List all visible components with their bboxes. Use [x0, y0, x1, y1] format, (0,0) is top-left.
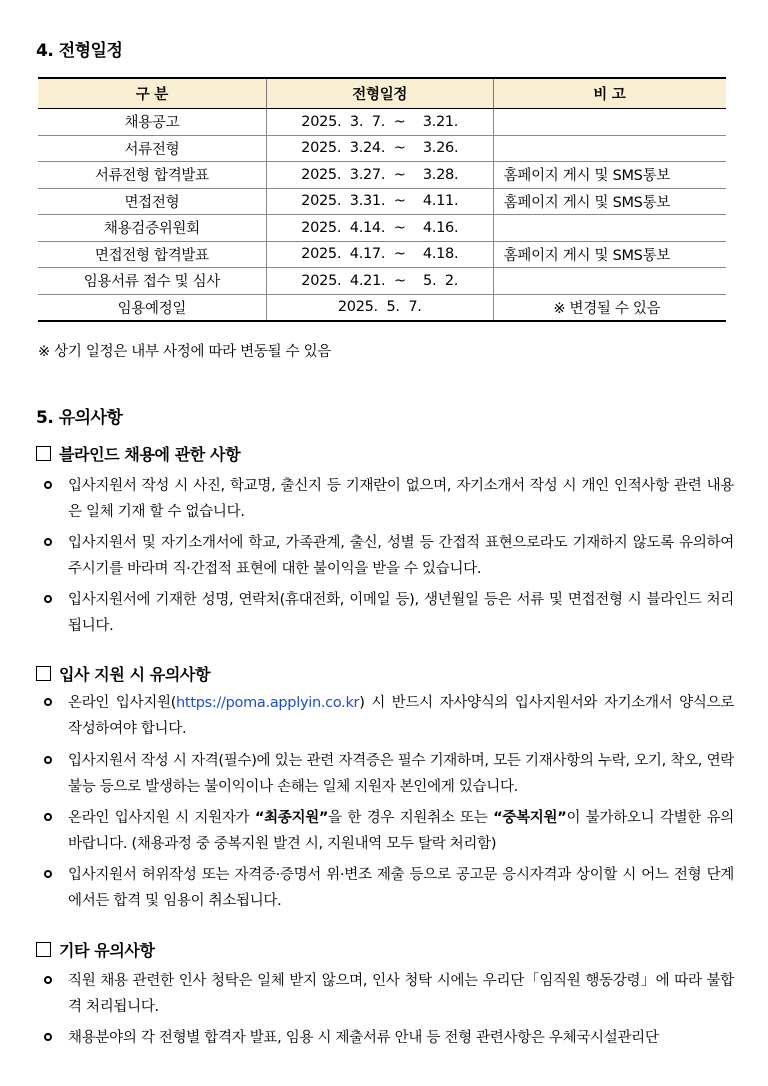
list-item: [44, 690, 734, 742]
circle-bullet-icon: [44, 698, 52, 706]
row-note: [493, 215, 726, 242]
subsection-other-title: [36, 938, 155, 961]
text-span: 을 한 경우 지원취소 또는: [328, 810, 494, 826]
subsection-label: 블라인드 채용에 관한 사항: [59, 445, 241, 464]
apply-site-link[interactable]: https://poma.applyin.co.kr: [176, 695, 360, 711]
list-item-text: 직원 채용 관련한 인사 청탁은 일체 받지 않으며, 인사 청탁 시에는 우리단「임직원 행동강령」에 따라 불합격 처리됩니다.: [68, 973, 734, 1015]
section-4-title: 4. 전형일정: [36, 41, 123, 61]
text-span: 온라인 입사지원 시 지원자가: [68, 810, 255, 826]
list-item: [44, 862, 734, 914]
emphasis-duplicate-apply: “중복지원”: [493, 810, 567, 826]
list-item: [44, 530, 734, 582]
row-note: 홈페이지 게시 및 SMS통보: [493, 241, 726, 268]
row-note: 홈페이지 게시 및 SMS통보: [493, 162, 726, 189]
header-category: 구 분: [38, 78, 266, 109]
list-item-text: [68, 690, 734, 742]
table-row: [38, 162, 726, 189]
list-item-text: 채용분야의 각 전형별 합격자 발표, 임용 시 제출서류 안내 등 전형 관련사항은 우체국시설관리단: [68, 1030, 659, 1046]
text-span: 온라인 입사지원(: [68, 695, 177, 711]
subsection-label: 기타 유의사항: [59, 941, 155, 960]
row-category: 서류전형 합격발표: [38, 162, 266, 189]
row-note: [493, 109, 726, 136]
circle-bullet-icon: [44, 870, 52, 878]
section-5-title: 5. 유의사항: [36, 408, 123, 428]
row-note: 홈페이지 게시 및 SMS통보: [493, 188, 726, 215]
text-span: ) 시 반드시 자사양식의 입사지원서와 자기소개서 양식으로 작성하여야 합니다.: [68, 695, 734, 737]
row-date: 2025. 3.31. ~ 4.11.: [266, 188, 493, 215]
list-item-text: 입사지원서 및 자기소개서에 학교, 가족관계, 출신, 성별 등 간접적 표현으로라도 기재하지 않도록 유의하여 주시기를 바라며 직·간접적 표현에 대한 불이익을 받을 수 있습니다.: [68, 535, 734, 577]
circle-bullet-icon: [44, 595, 52, 603]
list-item-text: 입사지원서 허위작성 또는 자격증·증명서 위·변조 제출 등으로 공고문 응시자격과 상이할 시 어느 전형 단계에서든 합격 및 임용이 취소됩니다.: [68, 867, 734, 909]
row-date: 2025. 4.14. ~ 4.16.: [266, 215, 493, 242]
schedule-table: [38, 77, 726, 322]
table-row: [38, 188, 726, 215]
header-schedule: 전형일정: [266, 78, 493, 109]
circle-bullet-icon: [44, 976, 52, 984]
list-item: [44, 748, 734, 800]
circle-bullet-icon: [44, 538, 52, 546]
subsection-apply-title: [36, 662, 210, 685]
row-category: 면접전형 합격발표: [38, 241, 266, 268]
row-category: 면접전형: [38, 188, 266, 215]
table-row: [38, 135, 726, 162]
list-item-text: 입사지원서에 기재한 성명, 연락처(휴대전화, 이메일 등), 생년월일 등은 서류 및 면접전형 시 블라인드 처리됩니다.: [68, 592, 734, 634]
emphasis-final-apply: “최종지원”: [254, 810, 329, 826]
list-item: [44, 587, 734, 639]
table-row: [38, 109, 726, 136]
row-category: 채용공고: [38, 109, 266, 136]
circle-bullet-icon: [44, 481, 52, 489]
row-date: 2025. 3.24. ~ 3.26.: [266, 135, 493, 162]
table-row: [38, 241, 726, 268]
row-note: [493, 135, 726, 162]
text-span: 이 불가하오니 각별한 유의 바랍니다. (채용과정 중 중복지원 발견 시, 지원내역 모두 탈락 처리함): [68, 810, 734, 852]
checkbox-square-icon: [36, 666, 51, 681]
circle-bullet-icon: [44, 1033, 52, 1041]
row-note: [493, 268, 726, 295]
row-note: ※ 변경될 수 있음: [493, 294, 726, 321]
row-category: 서류전형: [38, 135, 266, 162]
row-date: 2025. 3. 7. ~ 3.21.: [266, 109, 493, 136]
list-item: [44, 805, 734, 857]
subsection-label: 입사 지원 시 유의사항: [59, 665, 211, 684]
row-category: 임용예정일: [38, 294, 266, 321]
checkbox-square-icon: [36, 446, 51, 461]
table-row: [38, 294, 726, 321]
list-item: [44, 1025, 734, 1051]
header-note: 비 고: [493, 78, 726, 109]
row-category: 채용검증위원회: [38, 215, 266, 242]
row-date: 2025. 4.17. ~ 4.18.: [266, 241, 493, 268]
row-date: 2025. 4.21. ~ 5. 2.: [266, 268, 493, 295]
list-item-text: 입사지원서 작성 시 자격(필수)에 있는 관련 자격증은 필수 기재하며, 모든 기재사항의 누락, 오기, 착오, 연락 불능 등으로 발생하는 불이익이나 손해는 일체 지원자 본인에게 있습니다.: [68, 753, 734, 795]
list-item: [44, 968, 734, 1020]
table-header-row: [38, 78, 726, 109]
row-date: 2025. 3.27. ~ 3.28.: [266, 162, 493, 189]
subsection-blind-title: [36, 442, 240, 465]
circle-bullet-icon: [44, 813, 52, 821]
row-date: 2025. 5. 7.: [266, 294, 493, 321]
table-row: [38, 268, 726, 295]
list-item-text: [68, 805, 734, 857]
circle-bullet-icon: [44, 756, 52, 764]
table-row: [38, 215, 726, 242]
checkbox-square-icon: [36, 942, 51, 957]
list-item-text: 입사지원서 작성 시 사진, 학교명, 출신지 등 기재란이 없으며, 자기소개서 작성 시 개인 인적사항 관련 내용은 일체 기재 할 수 없습니다.: [68, 478, 734, 520]
list-item: [44, 473, 734, 525]
schedule-footnote: ※ 상기 일정은 내부 사정에 따라 변동될 수 있음: [38, 344, 332, 360]
row-category: 임용서류 접수 및 심사: [38, 268, 266, 295]
